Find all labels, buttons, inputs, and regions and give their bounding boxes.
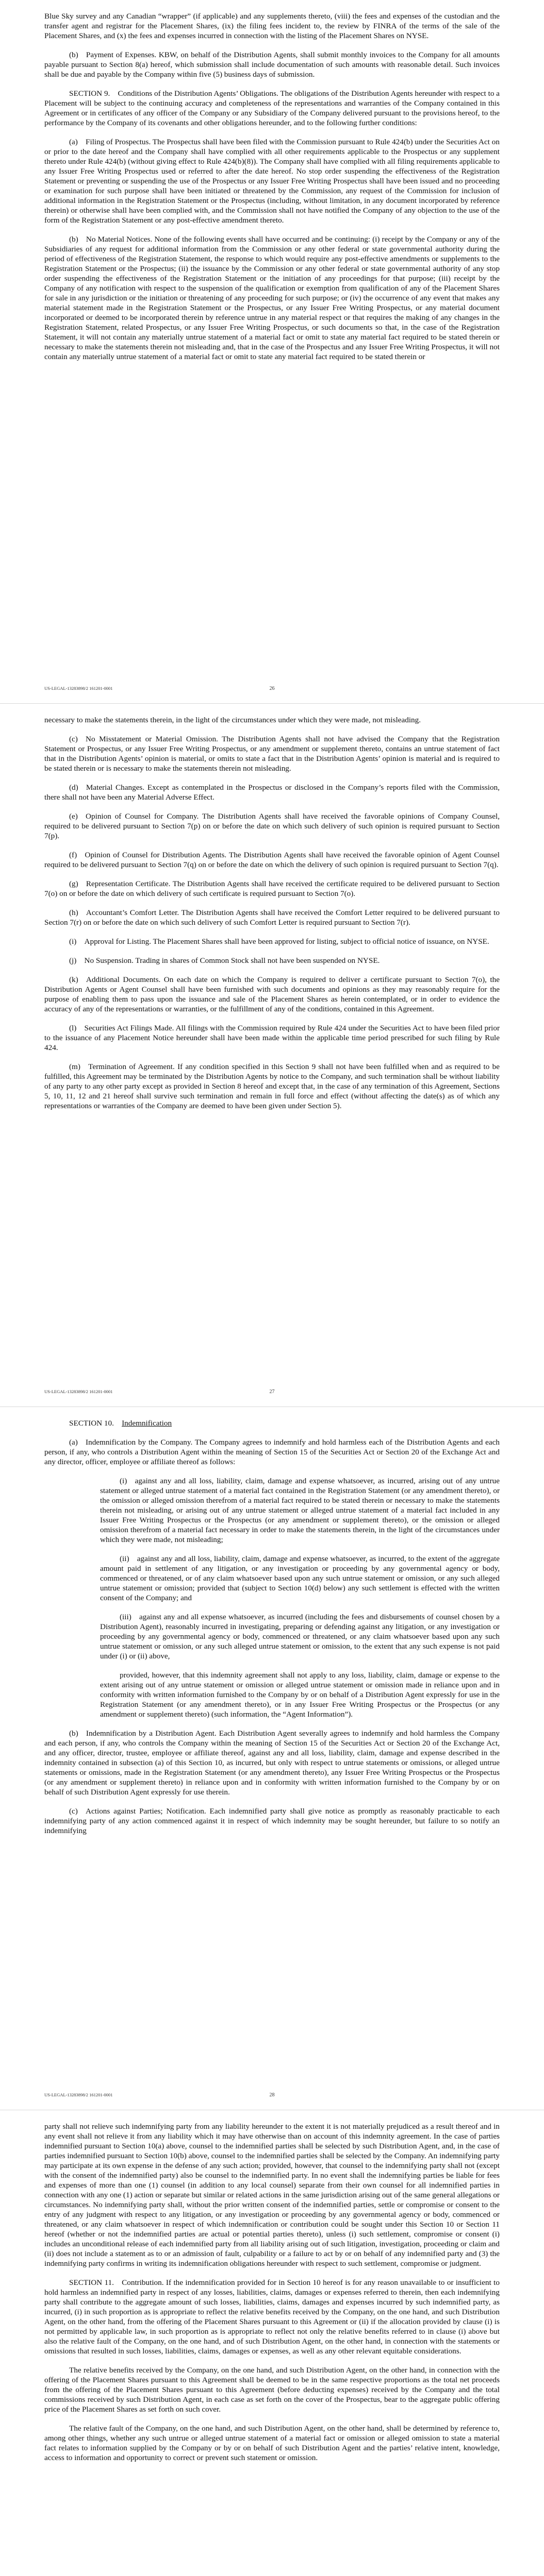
paragraph-no-material-notices: (b) No Material Notices. None of the following events shall have occurred and be continuing: (i) receipt by the Company or any of the Subsidiaries of any request for additional information from the Commission or any other federal or state governmental authority during the period of effectiveness of the Registration Statement, the response to which would require any post-effective amendments or supplements to the Registration Statement or the Prospectus; (ii) the issuance by the Commission or any other federal or state governmental authority of any stop order suspending the effectiveness of the Registration Statement or the initiation of any proceedings for that purpose; (iii) receipt by the Company of any notification with respect to the suspension of the qualification or exemption from qualification of any of the Placement Shares for sale in any jurisdiction or the initiation or threatening of any proceeding for such purpose; or (iv) the occurrence of any event that makes any material statement made in the Registration Statement or the Prospectus, or any Issuer Free Writing Prospectus, or any material document incorporated or deemed to be incorporated therein by reference untrue in any material respect or that requires the making of any changes in the Registration Statement, related Prospectus, or any Issuer Free Writing Prospectus, or such documents so that, in the case of the Registration Statement, it will not contain any materially untrue statement of a material fact or omit to state any material fact required to be stated therein or necessary to make the statements therein not misleading and, that in the case of the Prospectus and any Issuer Free Writing Prospectus, it will not contain any materially untrue statement of a material fact or omit to state any material fact required to be stated therein or	[44, 235, 500, 361]
page-number: 28	[269, 2092, 275, 2098]
subparagraph-i: (i) against any and all loss, liability, claim, damage and expense whatsoever, as incurred, arising out of any untrue statement or alleged untrue statement of a material fact contained in the Registration Statement (or any amendment thereto), or the omission or alleged omission therefrom of a material fact required to be stated therein or necessary to make the statements therein not misleading, or arising out of any untrue statement or alleged untrue statement of a material fact included in any Issuer Free Writing Prospectus or the Prospectus (or any amendment or supplement thereto), or the omission or alleged omission therefrom of a material fact necessary in order to make the statements therein, in the light of the circumstances under which they were made, not misleading;	[100, 1477, 500, 1544]
page-footer	[44, 1389, 500, 1396]
paragraph-indemnification-by-agent: (b) Indemnification by a Distribution Agent. Each Distribution Agent severally agrees to indemnify and hold harmless the Company and each person, if any, who controls the Company within the meaning of Section 15 of the Securities Act or Section 20 of the Exchange Act, and any officer, director, trustee, employee or affiliate thereof, against any and all loss, liability, claim, damage and expense described in the indemnity contained in subsection (a) of this Section 10, as incurred, but only with respect to untrue statements or omissions, or alleged untrue statements or omissions, made in the Registration Statement (or any amendment thereto), any Issuer Free Writing Prospectus or the Prospectus (or any amendment or supplement thereto) in reliance upon and in conformity with written information furnished to the Company by or on behalf of such Distribution Agent expressly for use therein.	[44, 1729, 500, 1797]
document-reference: US-LEGAL-13283898/2 161201-0001	[44, 686, 113, 691]
paragraph-indemnification-by-company: (a) Indemnification by the Company. The Company agrees to indemnify and hold harmless each of the Distribution Agents and each person, if any, who controls a Distribution Agent within the meaning of Section 15 of the Securities Act or Section 20 of the Exchange Act and any director, officer, employee or affiliate thereof as follows:	[44, 1438, 500, 1466]
paragraph-misleading-continued: necessary to make the statements therein, in the light of the circumstances under which they were made, not misleading.	[44, 716, 421, 724]
paragraph-filing-of-prospectus: (a) Filing of Prospectus. The Prospectus shall have been filed with the Commission pursuant to Rule 424(b) under the Securities Act on or prior to the date hereof and the Company shall have complied with all other requirements applicable to the Prospectus or any supplement thereto under Rule 424(b) (without giving effect to Rule 424(b)(8)). The Company shall have complied with all filing requirements applicable to any Issuer Free Writing Prospectus used or referred to after the date hereof. No stop order suspending the effectiveness of the Registration Statement or preventing or suspending the use of the Prospectus or any Issuer Free Writing Prospectus shall have been issued and no proceeding or examination for such purpose shall have been initiated or threatened by the Commission, any request of the Commission for inclusion of additional information in the Registration Statement or the Prospectus (including, without limitation, in any document incorporated by reference therein) or otherwise shall have been complied with, and the Commission shall not have notified the Company of any objection to the use of the form of the Registration Statement or any post-effective amendment thereto.	[44, 138, 500, 225]
paragraph-relative-fault: The relative fault of the Company, on the one hand, and such Distribution Agent, on the other hand, shall be determined by reference to, among other things, whether any such untrue or alleged untrue statement of a material fact or omission or alleged omission to state a material fact relates to information supplied by the Company or by or on behalf of such Distribution Agent and the parties’ relative intent, knowledge, access to information and opportunity to correct or prevent such statement or omission.	[44, 2424, 500, 2462]
paragraph-payment-of-expenses: (b) Payment of Expenses. KBW, on behalf of the Distribution Agents, shall submit monthly invoices to the Company for all amounts payable pursuant to Section 8(a) hereof, which submission shall include documentation of such amounts with reasonable detail. Such invoices shall be due and payable by the Company within five (5) business days of submission.	[44, 50, 500, 79]
page-number: 26	[269, 686, 275, 691]
paragraph-relative-benefits: The relative benefits received by the Company, on the one hand, and such Distribution Agent, on the other hand, in connection with the offering of the Placement Shares pursuant to this Agreement shall be deemed to be in the same respective proportions as the total net proceeds from the offering of the Placement Shares pursuant to this Agreement (before deducting expenses) received by the Company and the total commissions received by such Distribution Agent, in each case as set forth on the cover of the Prospectus, bear to the aggregate public offering price of the Placement Shares as set forth on such cover.	[44, 2366, 500, 2414]
document-page-27	[0, 703, 544, 1406]
paragraph-comfort-letter: (h) Accountant’s Comfort Letter. The Distribution Agents shall have received the Comfort Letter required to be delivered pursuant to Section 7(r) on or before the date on which such delivery of such Comfort Letter is required pursuant to Section 7(r).	[44, 908, 500, 927]
paragraph-opinion-company-counsel: (e) Opinion of Counsel for Company. The Distribution Agents shall have received the favorable opinions of Company Counsel, required to be delivered pursuant to Section 7(p) on or before the date on which such delivery of such opinion is required pursuant to Section 7(p).	[44, 812, 500, 840]
paragraph-no-suspension: (j) No Suspension. Trading in shares of Common Stock shall not have been suspended on NYSE.	[69, 956, 380, 965]
paragraph-no-misstatement: (c) No Misstatement or Material Omission. The Distribution Agents shall not have advised the Company that the Registration Statement or Prospectus, or any Issuer Free Writing Prospectus, or any amendment or supplement thereto, contains an untrue statement of fact that in the Distribution Agents’ opinion is material, or omits to state a fact that in the Distribution Agents’ opinion is material and is required to be stated therein or is necessary to make the statements therein not misleading.	[44, 735, 500, 773]
paragraph-actions-notification: (c) Actions against Parties; Notification. Each indemnified party shall give notice as promptly as reasonably practicable to each indemnifying party of any action commenced against it in respect of which indemnity may be sought hereunder, but failure to so notify an indemnifying	[44, 1807, 500, 1835]
document-page-29	[0, 2110, 544, 2576]
section-9-conditions: SECTION 9. Conditions of the Distribution Agents’ Obligations. The obligations of the Distribution Agents hereunder with respect to a Placement will be subject to the continuing accuracy and completeness of the representations and warranties of the Company contained in this Agreement or in certificates of any officer of the Company or any Subsidiary of the Company delivered pursuant to the provisions hereof, to the performance by the Company of its covenants and other obligations hereunder, and to the following further conditions:	[44, 89, 500, 127]
section-10-heading	[44, 1418, 500, 1428]
document-reference: US-LEGAL-13283898/2 161201-0001	[44, 1389, 113, 1394]
paragraph-proviso: provided, however, that this indemnity agreement shall not apply to any loss, liability, claim, damage or expense to the extent arising out of any untrue statement or omission or alleged untrue statement or omission made in reliance upon and in conformity with written information furnished to the Company by or on behalf of a Distribution Agent expressly for use in the Registration Statement (or any amendment thereto), or in any Issuer Free Writing Prospectus or the Prospectus (or any amendment or supplement thereto) (such information, the “Agent Information”).	[100, 1671, 500, 1719]
document-reference: US-LEGAL-13283898/2 161201-0001	[44, 2092, 113, 2097]
paragraph-representation-certificate: (g) Representation Certificate. The Distribution Agents shall have received the certificate required to be delivered pursuant to Section 7(o) on or before the date on which delivery of such certificate is required pursuant to Section 7(o).	[44, 879, 500, 898]
paragraph-material-changes: (d) Material Changes. Except as contemplated in the Prospectus or disclosed in the Company’s reports filed with the Commission, there shall not have been any Material Adverse Effect.	[44, 783, 500, 802]
paragraph-approval-for-listing: (i) Approval for Listing. The Placement Shares shall have been approved for listing, subject to official notice of issuance, on NYSE.	[69, 937, 489, 946]
page-footer	[44, 2092, 500, 2099]
page-footer	[44, 686, 500, 693]
paragraph-opinion-agents-counsel: (f) Opinion of Counsel for Distribution Agents. The Distribution Agents shall have received the favorable opinion of Agent Counsel required to be delivered pursuant to Section 7(q) on or before the date on which the delivery of such opinion is required pursuant to Section 7(q).	[44, 851, 500, 869]
section-11-contribution: SECTION 11. Contribution. If the indemnification provided for in Section 10 hereof is for any reason unavailable to or insufficient to hold harmless an indemnified party in respect of any losses, liabilities, claims, damages or expenses referred to therein, then each indemnifying party shall contribute to the aggregate amount of such losses, liabilities, claims, damages and expenses incurred by such indemnified party, as incurred, (i) in such proportion as is appropriate to reflect the relative benefits received by the Company, on the one hand, and such Distribution Agent, on the other hand, from the offering of the Placement Shares pursuant to this Agreement or (ii) if the allocation provided by clause (i) is not permitted by applicable law, in such proportion as is appropriate to reflect not only the relative benefits referred to in clause (i) above but also the relative fault of the Company, on the one hand, and of such Distribution Agent, on the other hand, in connection with the statements or omissions that resulted in such losses, liabilities, claims, damages or expenses, as well as any other relevant equitable considerations.	[44, 2278, 500, 2355]
subparagraph-ii: (ii) against any and all loss, liability, claim, damage and expense whatsoever, as incurred, to the extent of the aggregate amount paid in settlement of any litigation, or any investigation or proceeding by any governmental agency or body, commenced or threatened, or of any claim whatsoever based upon any such untrue statement or omission, or any such alleged untrue statement or omission; provided that (subject to Section 10(d) below) any such settlement is effected with the written consent of the Company; and	[100, 1554, 500, 1602]
document-page-26	[0, 0, 544, 703]
paragraph-fees-continued: Blue Sky survey and any Canadian “wrapper” (if applicable) and any supplements thereto, (viii) the fees and expenses of the custodian and the transfer agent and registrar for the Placement Shares, (ix) the filing fees incident to, the review by FINRA of the terms of the sale of the Placement Shares, and (x) the fees and expenses incurred in connection with the listing of the Placement Shares on NYSE.	[44, 12, 500, 40]
paragraph-additional-documents: (k) Additional Documents. On each date on which the Company is required to deliver a certificate pursuant to Section 7(o), the Distribution Agents or Agent Counsel shall have been furnished with such documents and opinions as they may reasonably require for the purpose of enabling them to pass upon the issuance and sale of the Placement Shares as herein contemplated, or in order to evidence the accuracy of any of the representations or warranties, or the fulfillment of any of the conditions, contained in this Agreement.	[44, 975, 500, 1013]
section-title: Indemnification	[122, 1419, 172, 1428]
subparagraph-iii: (iii) against any and all expense whatsoever, as incurred (including the fees and disbursements of counsel chosen by a Distribution Agent), reasonably incurred in investigating, preparing or defending against any litigation, or any investigation or proceeding by any governmental agency or body, commenced or threatened, or any claim whatsoever based upon any such untrue statement or omission, or any such alleged untrue statement or omission, to the extent that any such expense is not paid under (i) or (ii) above,	[100, 1613, 500, 1660]
section-number: SECTION 10.	[69, 1419, 114, 1428]
document-page-28	[0, 1406, 544, 2110]
paragraph-notification-continued: party shall not relieve such indemnifying party from any liability hereunder to the extent it is not materially prejudiced as a result thereof and in any event shall not relieve it from any liability which it may have otherwise than on account of this indemnity agreement. In the case of parties indemnified pursuant to Section 10(a) above, counsel to the indemnified parties shall be selected by such Distribution Agent, and, in the case of parties indemnified pursuant to Section 10(b) above, counsel to the indemnified parties shall be selected by the Company. An indemnifying party may participate at its own expense in the defense of any such action; provided, however, that counsel to the indemnifying party shall not (except with the consent of the indemnified party) also be counsel to the indemnified party. In no event shall the indemnifying parties be liable for fees and expenses of more than one (1) counsel (in addition to any local counsel) separate from their own counsel for all indemnified parties in connection with any one (1) action or separate but similar or related actions in the same jurisdiction arising out of the same general allegations or circumstances. No indemnifying party shall, without the prior written consent of the indemnified parties, settle or compromise or consent to the entry of any judgment with respect to any litigation, or any investigation or proceeding by any governmental agency or body, commenced or threatened, or any claim whatsoever in respect of which indemnification or contribution could be sought under this Section 10 or Section 11 hereof (whether or not the indemnified parties are actual or potential parties thereto), unless (i) such settlement, compromise or consent (i) includes an unconditional release of each indemnified party from all liability arising out of such litigation, investigation, proceeding or claim and (ii) does not include a statement as to or an admission of fault, culpability or a failure to act by or on behalf of any indemnified party and (3) the indemnifying party confirms in writing its indemnification obligations hereunder with respect to such settlement, compromise or judgment.	[44, 2122, 500, 2268]
paragraph-securities-act-filings: (l) Securities Act Filings Made. All filings with the Commission required by Rule 424 under the Securities Act to have been filed prior to the issuance of any Placement Notice hereunder shall have been made within the applicable time period prescribed for such filing by Rule 424.	[44, 1024, 500, 1052]
page-number: 27	[269, 1389, 275, 1395]
paragraph-termination: (m) Termination of Agreement. If any condition specified in this Section 9 shall not have been fulfilled when and as required to be fulfilled, this Agreement may be terminated by the Distribution Agents by notice to the Company, and such termination shall be without liability of any party to any other party except as provided in Section 8 hereof and except that, in the case of any termination of this Agreement, Sections 5, 10, 11, 12 and 21 hereof shall survive such termination and remain in full force and effect (without affecting the date(s) as of which any representations or warranties of the Company are deemed to have been given under Section 5).	[44, 1062, 500, 1110]
